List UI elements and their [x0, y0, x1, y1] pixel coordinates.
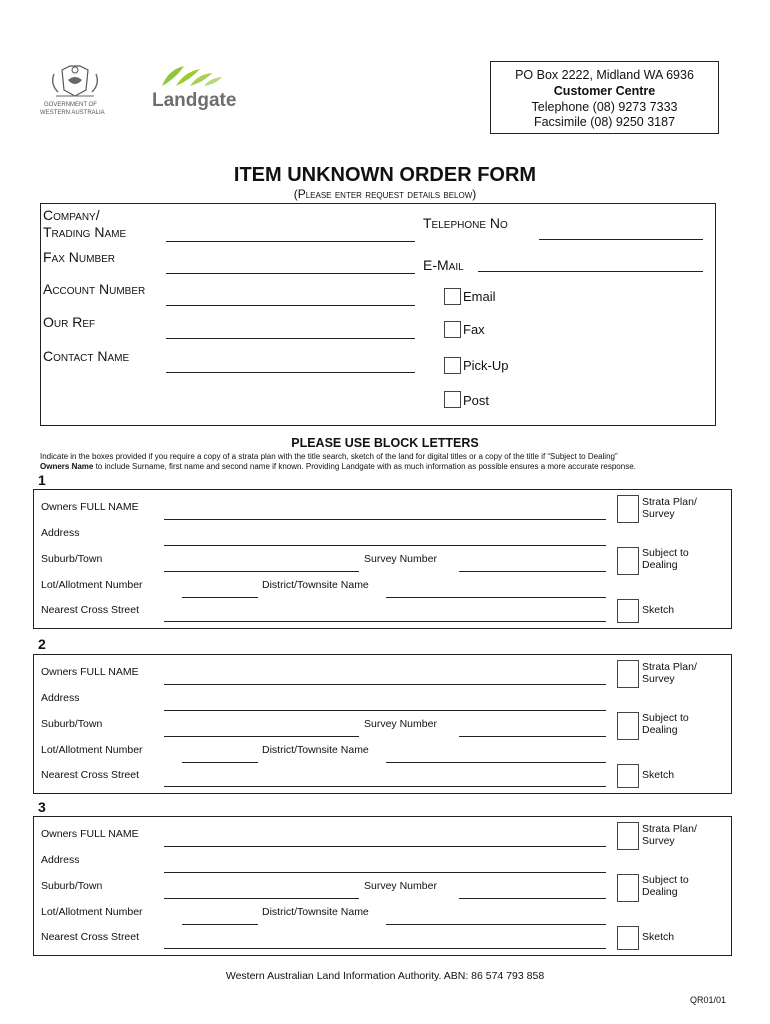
lot-allotment-input[interactable] [182, 762, 258, 763]
instructions-owners-name: Owners Name [40, 462, 94, 471]
survey-number-input[interactable] [459, 898, 606, 899]
gov-text-line1: GOVERNMENT OF [44, 102, 97, 108]
subject-to-dealing-label: Subject to Dealing [642, 712, 689, 736]
item-box-1 [33, 489, 732, 629]
nearest-cross-street-input[interactable] [164, 948, 606, 949]
suburb-town-input[interactable] [164, 571, 359, 572]
email-label: E-Mail [423, 257, 464, 273]
telephone-no-label: Telephone No [423, 215, 508, 231]
delivery-email-label: Email [463, 289, 496, 304]
nearest-cross-street-label: Nearest Cross Street [41, 604, 140, 616]
block-letters-heading: PLEASE USE BLOCK LETTERS [291, 436, 479, 450]
survey-number-label: Survey Number [364, 718, 437, 730]
address-label: Address [41, 692, 80, 704]
suburb-town-input[interactable] [164, 736, 359, 737]
owners-full-name-input[interactable] [164, 846, 606, 847]
district-townsite-label: District/Townsite Name [262, 579, 369, 591]
form-subtitle: (Please enter request details below) [293, 187, 477, 201]
instructions-line2 [40, 462, 636, 471]
item-number-3: 3 [38, 799, 46, 815]
district-townsite-label: District/Townsite Name [262, 744, 369, 756]
government-crest-logo [40, 62, 110, 122]
sketch-label: Sketch [642, 604, 675, 616]
customer-centre: Customer Centre [553, 84, 656, 98]
brand-name: Landgate [152, 90, 237, 111]
our-ref-input[interactable] [166, 338, 415, 339]
account-number-label: Account Number [43, 281, 146, 297]
sketch-label: Sketch [642, 769, 675, 781]
address-input[interactable] [164, 545, 606, 546]
survey-number-input[interactable] [459, 571, 606, 572]
owners-full-name-input[interactable] [164, 684, 606, 685]
strata-plan-checkbox[interactable] [617, 660, 639, 688]
subject-to-dealing-checkbox[interactable] [617, 712, 639, 740]
crest-icon [40, 62, 110, 102]
subject-to-dealing-checkbox[interactable] [617, 547, 639, 575]
address-input[interactable] [164, 710, 606, 711]
customer-centre-box [490, 61, 719, 134]
district-townsite-input[interactable] [386, 597, 606, 598]
survey-number-label: Survey Number [364, 880, 437, 892]
nearest-cross-street-input[interactable] [164, 621, 606, 622]
landgate-logo [150, 64, 240, 114]
subject-to-dealing-label: Subject to Dealing [642, 547, 689, 571]
suburb-town-label: Suburb/Town [41, 880, 103, 892]
company-label-line1: Company/ [43, 207, 100, 223]
suburb-town-label: Suburb/Town [41, 718, 103, 730]
lot-allotment-label: Lot/Allotment Number [41, 744, 143, 756]
strata-plan-checkbox[interactable] [617, 822, 639, 850]
delivery-post-checkbox[interactable] [444, 391, 461, 408]
delivery-fax-label: Fax [463, 322, 485, 337]
telephone-no-input[interactable] [539, 239, 703, 240]
strata-plan-label: Strata Plan/ Survey [642, 823, 697, 847]
nearest-cross-street-input[interactable] [164, 786, 606, 787]
item-number-2: 2 [38, 636, 46, 652]
instructions-line1: Indicate in the boxes provided if you require a copy of a strata plan with the title search, sketch of the land for digital titles or a copy of the title if “Subject to Dealing” [40, 452, 618, 461]
sketch-checkbox[interactable] [617, 764, 639, 788]
owners-full-name-label: Owners FULL NAME [41, 501, 139, 513]
email-input[interactable] [478, 271, 703, 272]
delivery-email-checkbox[interactable] [444, 288, 461, 305]
sketch-label: Sketch [642, 931, 675, 943]
nearest-cross-street-label: Nearest Cross Street [41, 769, 140, 781]
gov-text-line2: WESTERN AUSTRALIA [40, 110, 105, 116]
survey-number-label: Survey Number [364, 553, 437, 565]
owners-full-name-input[interactable] [164, 519, 606, 520]
survey-number-input[interactable] [459, 736, 606, 737]
district-townsite-label: District/Townsite Name [262, 906, 369, 918]
delivery-fax-checkbox[interactable] [444, 321, 461, 338]
company-input[interactable] [166, 241, 415, 242]
subject-to-dealing-label: Subject to Dealing [642, 874, 689, 898]
address-input[interactable] [164, 872, 606, 873]
owners-full-name-label: Owners FULL NAME [41, 828, 139, 840]
landgate-leaf-icon [150, 64, 230, 90]
sketch-checkbox[interactable] [617, 926, 639, 950]
form-title: ITEM UNKNOWN ORDER FORM [233, 164, 537, 186]
item-box-3 [33, 816, 732, 956]
fax-number-input[interactable] [166, 273, 415, 274]
lot-allotment-input[interactable] [182, 924, 258, 925]
lot-allotment-label: Lot/Allotment Number [41, 906, 143, 918]
address-label: Address [41, 527, 80, 539]
account-number-input[interactable] [166, 305, 415, 306]
delivery-pickup-checkbox[interactable] [444, 357, 461, 374]
contact-name-input[interactable] [166, 372, 415, 373]
facsimile: Facsimile (08) 9250 3187 [533, 115, 676, 129]
suburb-town-label: Suburb/Town [41, 553, 103, 565]
delivery-pickup-label: Pick-Up [463, 358, 509, 373]
strata-plan-label: Strata Plan/ Survey [642, 661, 697, 685]
lot-allotment-label: Lot/Allotment Number [41, 579, 143, 591]
contact-name-label: Contact Name [43, 348, 130, 364]
item-box-2 [33, 654, 732, 794]
footer-authority: Western Australian Land Information Authority. ABN: 86 574 793 858 [225, 970, 545, 982]
po-box: PO Box 2222, Midland WA 6936 [515, 68, 694, 82]
strata-plan-label: Strata Plan/ Survey [642, 496, 697, 520]
subject-to-dealing-checkbox[interactable] [617, 874, 639, 902]
instructions-line2-rest: to include Surname, first name and second name if known. Providing Landgate with as much information as possible ensures a more accurate response. [93, 462, 636, 471]
fax-number-label: Fax Number [43, 249, 116, 265]
company-label-line2: Trading Name [43, 224, 127, 240]
address-label: Address [41, 854, 80, 866]
our-ref-label: Our Ref [43, 314, 96, 330]
nearest-cross-street-label: Nearest Cross Street [41, 931, 140, 943]
district-townsite-input[interactable] [386, 924, 606, 925]
contact-details-box [40, 203, 716, 426]
owners-full-name-label: Owners FULL NAME [41, 666, 139, 678]
footer-code: QR01/01 [690, 995, 727, 1005]
item-number-1: 1 [38, 472, 46, 488]
telephone: Telephone (08) 9273 7333 [531, 100, 678, 114]
sketch-checkbox[interactable] [617, 599, 639, 623]
delivery-post-label: Post [463, 393, 490, 408]
strata-plan-checkbox[interactable] [617, 495, 639, 523]
suburb-town-input[interactable] [164, 898, 359, 899]
district-townsite-input[interactable] [386, 762, 606, 763]
lot-allotment-input[interactable] [182, 597, 258, 598]
